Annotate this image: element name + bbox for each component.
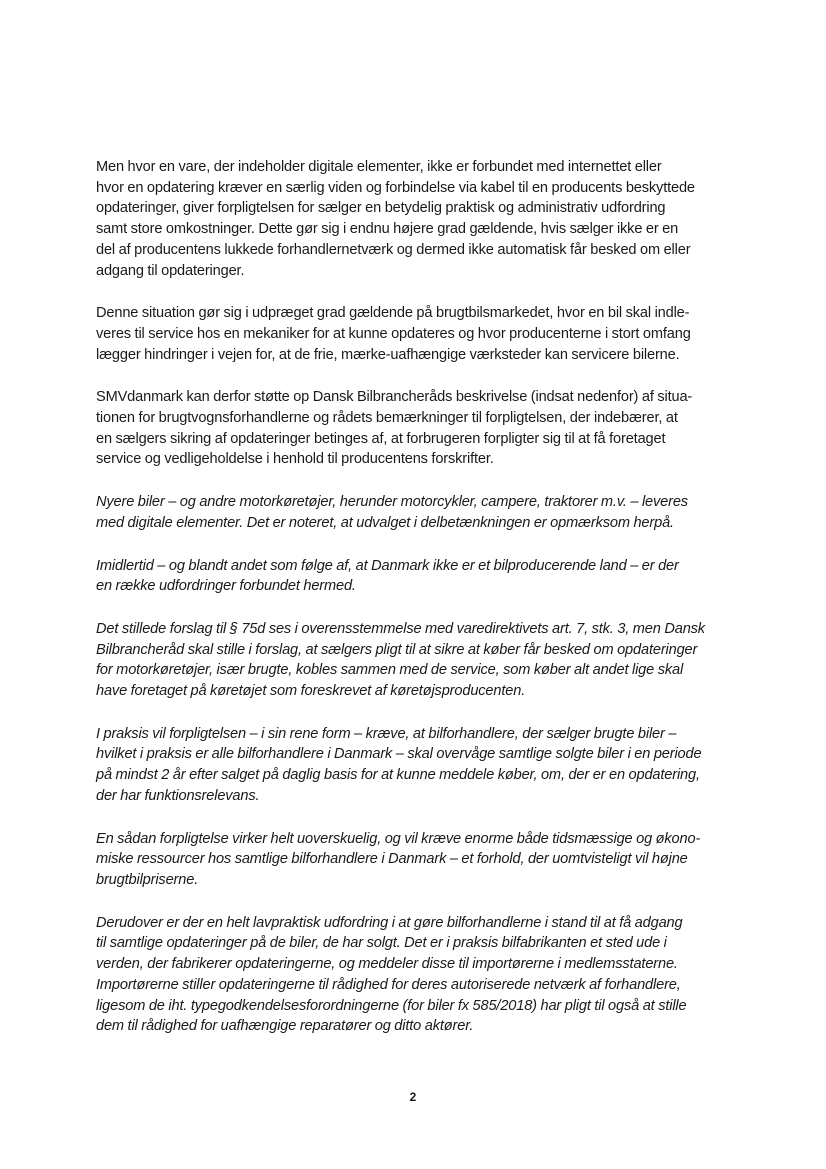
text-line: Men hvor en vare, der indeholder digitale elementer, ikke er forbundet med internettet eller (96, 159, 662, 175)
text-line: del af producentens lukkede forhandlernetværk og dermed ikke automatisk får besked om eller (96, 241, 691, 258)
paragraph-7 (96, 724, 722, 807)
text-line: Det stillede forslag til § 75d ses i overensstemmelse med varedirektivets art. 7, stk. 3, men Dansk (96, 620, 705, 637)
text-line: en række udfordringer forbundet hermed. (96, 578, 356, 595)
paragraph-9 (96, 913, 722, 1037)
text-line: hvor en opdatering kræver en særlig viden og forbindelse via kabel til en producents beskyttede (96, 179, 695, 196)
paragraph-4 (96, 492, 722, 533)
paragraph-6 (96, 619, 722, 702)
text-line: En sådan forpligtelse virker helt uoverskuelig, og vil kræve enorme både tidsmæssige og økono- (96, 830, 701, 847)
text-line: I praksis vil forpligtelsen – i sin rene form – kræve, at bilforhandlere, der sælger brugte biler – (96, 725, 677, 742)
text-line: Denne situation gør sig i udpræget grad gældende på brugtbilsmarkedet, hvor en bil skal indle- (96, 305, 690, 322)
paragraph-1 (96, 157, 722, 281)
text-line: verden, der fabrikerer opdateringerne, og meddeler disse til importørerne i medlemsstaterne. (96, 956, 678, 973)
text-line: miske ressourcer hos samtlige bilforhandlere i Danmark – et forhold, der uomtvisteligt vil højne (96, 851, 688, 868)
text-line: samt store omkostninger. Dette gør sig i endnu højere grad gældende, hvis sælger ikke er en (96, 221, 679, 238)
text-line: på mindst 2 år efter salget på daglig basis for at kunne meddele køber, om, der er en opdatering, (96, 767, 700, 784)
text-line: Importørerne stiller opdateringerne til rådighed for deres autoriserede netværk af forhandlere, (96, 976, 681, 993)
text-line: Bilbrancheråd skal stille i forslag, at sælgers pligt til at sikre at køber får besked om opdateringer (96, 641, 698, 658)
text-line: veres til service hos en mekaniker for at kunne opdateres og hvor producenterne i stort omfang (96, 325, 691, 342)
text-line: der har funktionsrelevans. (96, 787, 260, 804)
document-body (96, 157, 722, 1059)
paragraph-3 (96, 387, 722, 470)
text-line: Imidlertid – og blandt andet som følge af, at Danmark ikke er et bilproducerende land – er der (96, 557, 679, 574)
text-line: hvilket i praksis er alle bilforhandlere i Danmark – skal overvåge samtlige solgte biler i en periode (96, 746, 702, 763)
text-line: med digitale elementer. Det er noteret, at udvalget i delbetænkningen er opmærksom herpå. (96, 514, 674, 531)
text-line: service og vedligeholdelse i henhold til producentens forskrifter. (96, 451, 494, 468)
page-number: 2 (409, 1090, 417, 1104)
text-line: tionen for brugtvognsforhandlerne og rådets bemærkninger til forpligtelsen, der indebærer, at (96, 410, 678, 427)
text-line: Nyere biler – og andre motorkøretøjer, herunder motorcykler, campere, traktorer m.v. – leveres (96, 494, 688, 511)
text-line: lægger hindringer i vejen for, at de frie, mærke-uafhængige værksteder kan servicere bilerne. (96, 346, 680, 363)
text-line: have foretaget på køretøjet som foreskrevet af køretøjsproducenten. (96, 683, 526, 700)
text-line: opdateringer, giver forpligtelsen for sælger en betydelig praktisk og administrativ udfordring (96, 200, 666, 217)
paragraph-2 (96, 303, 722, 365)
text-line: dem til rådighed for uafhængige reparatører og ditto aktører. (96, 1018, 474, 1035)
paragraph-8 (96, 829, 722, 891)
text-line: SMVdanmark kan derfor støtte op Dansk Bilbrancheråds beskrivelse (indsat nedenfor) af situa- (96, 389, 693, 406)
text-line: en sælgers sikring af opdateringer betinges af, at forbrugeren forpligter sig til at få foretaget (96, 430, 666, 447)
text-line: ligesom de iht. typegodkendelsesforordningerne (for biler fx 585/2018) har pligt til også at stille (96, 997, 687, 1014)
text-line: adgang til opdateringer. (96, 262, 245, 279)
text-line: for motorkøretøjer, især brugte, kobles sammen med de service, som køber alt andet lige skal (96, 662, 684, 679)
paragraph-5 (96, 556, 722, 597)
text-line: til samtlige opdateringer på de biler, de har solgt. Det er i praksis bilfabrikanten et sted ude i (96, 935, 667, 952)
text-line: Derudover er der en helt lavpraktisk udfordring i at gøre bilforhandlerne i stand til at få adgang (96, 914, 683, 931)
text-line: brugtbilpriserne. (96, 871, 199, 888)
